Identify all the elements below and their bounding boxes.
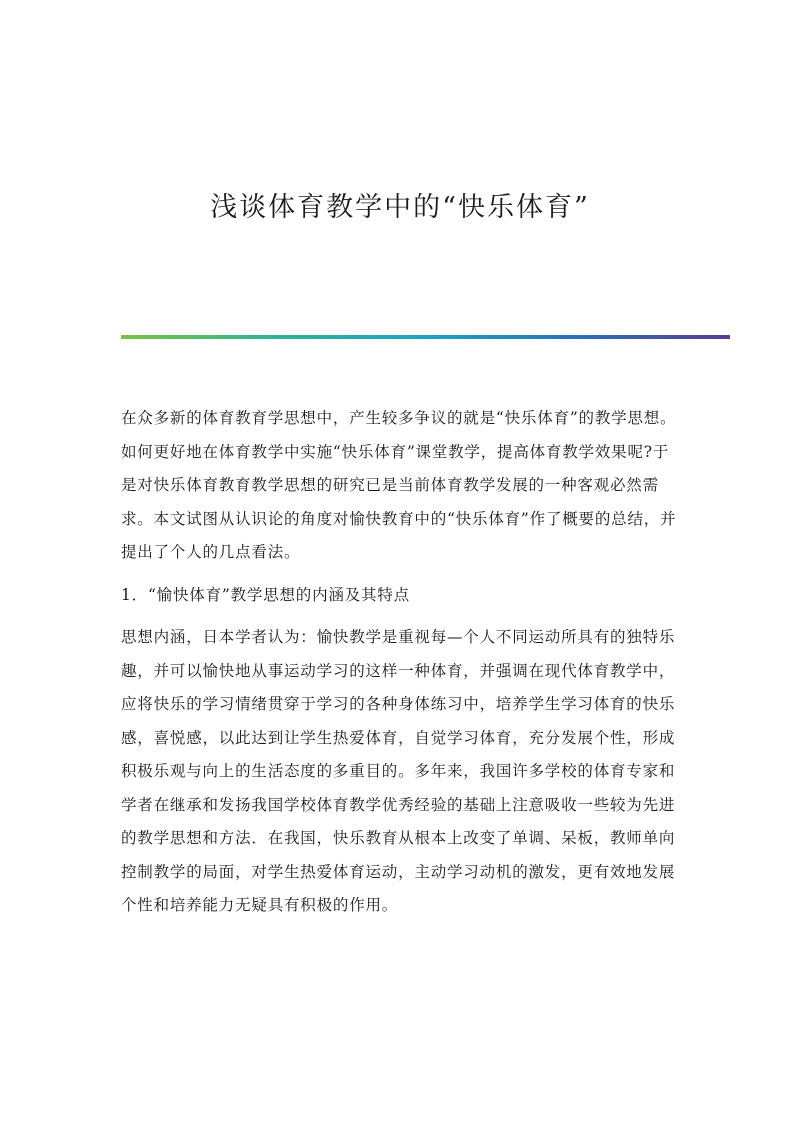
section-1-paragraph: 思想内涵，日本学者认为：愉快教学是重视每—个人不同运动所具有的独特乐趣，并可以愉快地从事运动学习的这样一种体育，并强调在现代体育教学中，应将快乐的学习情绪贯穿于学习的各种身体练习中，培养学生学习体育的快乐感，喜悦感，以此达到让学生热爱体育，自觉学习体育，充分发展个性，形成积极乐观与向上的生活态度的多重目的。多年来，我国许多学校的体育专家和学者在继承和发扬我国学校体育教学优秀经验的基础上注意吸收一些较为先进的教学思想和方法．在我国，快乐教育从根本上改变了单调、呆板，教师单向控制教学的局面，对学生热爱体育运动，主动学习动机的激发，更有效地发展个性和培养能力无疑具有积极的作用。	[121, 628, 676, 914]
document-body	[121, 402, 681, 932]
intro-paragraph: 在众多新的体育教育学思想中，产生较多争议的就是“快乐体育”的教学思想。如何更好地在体育教学中实施“快乐体育”课堂教学，提高体育教学效果呢?于是对快乐体育教育教学思想的研究已是当前体育教学发展的一种客观必然需求。本文试图从认识论的角度对愉快教育中的“快乐体育”作了概要的总结，并提出了个人的几点看法。	[121, 409, 677, 561]
document-title: 浅谈体育教学中的“快乐体育”	[210, 192, 590, 223]
title-divider	[121, 335, 730, 339]
section-1-heading: 1．“愉快体育”教学思想的内涵及其特点	[121, 585, 410, 604]
